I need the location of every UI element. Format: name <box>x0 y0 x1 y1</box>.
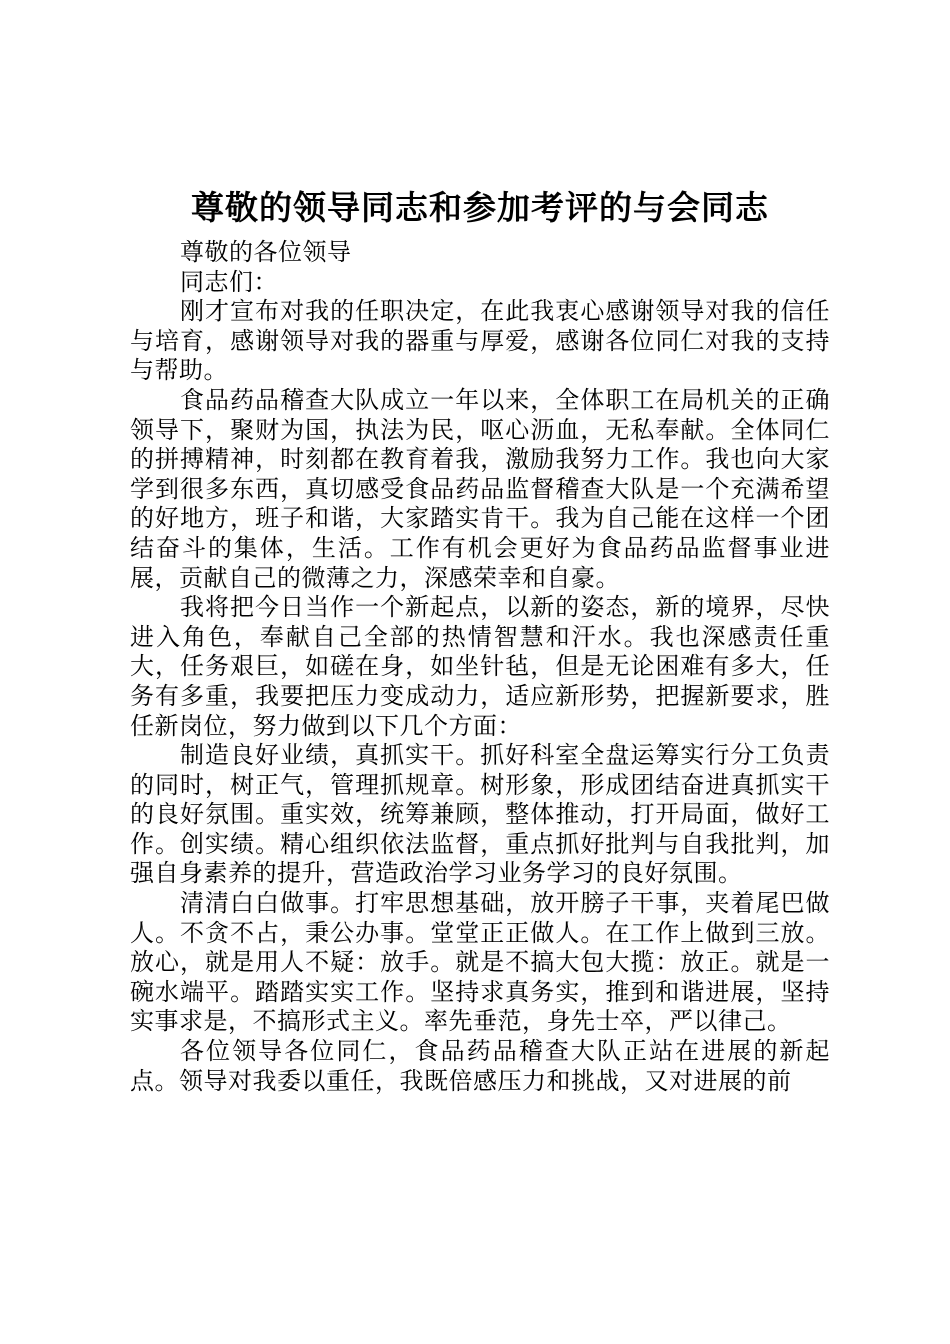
paragraph-integrity: 清清白白做事。打牢思想基础，放开膀子干事，夹着尾巴做人。不贪不占，秉公办事。堂堂正正做人。在工作上做到三放。放心，就是用人不疑：放手。就是不搞大包大揽：放正。就是一碗水端平。踏踏实实工作。坚持求真务实，推到和谐进展，坚持实事求是，不搞形式主义。率先垂范，身先士卒，严以律己。 <box>130 889 830 1036</box>
paragraph-closing: 各位领导各位同仁，食品药品稽查大队正站在进展的新起点。领导对我委以重任，我既倍感压力和挑战，又对进展的前 <box>130 1037 830 1095</box>
paragraph-commitment: 我将把今日当作一个新起点，以新的姿态，新的境界，尽快进入角色，奉献自己全部的热情智慧和汗水。我也深感责任重大，任务艰巨，如磋在身，如坐针毡，但是无论困难有多大，任务有多重，我要把压力变成动力，适应新形势，把握新要求，胜任新岗位，努力做到以下几个方面： <box>130 593 830 740</box>
document-title: 尊敬的领导同志和参加考评的与会同志 <box>191 188 769 227</box>
paragraph-thanks: 刚才宣布对我的任职决定，在此我衷心感谢领导对我的信任与培育，感谢领导对我的器重与厚爱，感谢各位同仁对我的支持与帮助。 <box>130 297 830 385</box>
paragraph-performance: 制造良好业绩，真抓实干。抓好科室全盘运筹实行分工负责的同时，树正气，管理抓规章。树形象，形成团结奋进真抓实干的良好氛围。重实效，统筹兼顾，整体推动，打开局面，做好工作。创实绩。精心组织依法监督，重点抓好批判与自我批判，加强自身素养的提升，营造政治学习业务学习的良好氛围。 <box>130 741 830 888</box>
salutation-leaders: 尊敬的各位领导 <box>180 238 352 266</box>
paragraph-team: 食品药品稽查大队成立一年以来，全体职工在局机关的正确领导下，聚财为国，执法为民，呕心沥血，无私奉献。全体同仁的拼搏精神，时刻都在教育着我，激励我努力工作。我也向大家学到很多东西，真切感受食品药品监督稽查大队是一个充满希望的好地方，班子和谐，大家踏实肯干。我为自己能在这样一个团结奋斗的集体，生活。工作有机会更好为食品药品监督事业进展，贡献自己的微薄之力，深感荣幸和自豪。 <box>130 385 830 592</box>
salutation-comrades: 同志们： <box>180 267 278 296</box>
document-body <box>130 238 830 1096</box>
